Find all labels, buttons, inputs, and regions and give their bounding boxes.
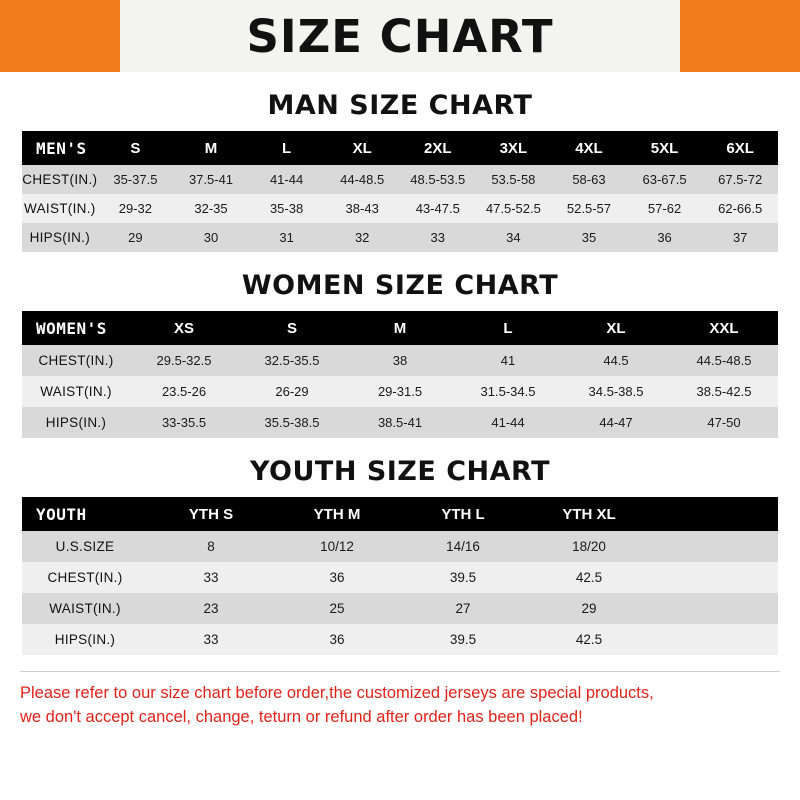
men-section-title: MAN SIZE CHART: [267, 90, 533, 121]
men-header-3xl: 3XL: [476, 131, 552, 165]
men-hips-s: 29: [98, 223, 174, 252]
table-header-row: [22, 131, 778, 165]
men-waist-s: 29-32: [98, 194, 174, 223]
table-header-row: [22, 497, 778, 531]
women-section-title: WOMEN SIZE CHART: [241, 270, 559, 301]
order-policy-note: [20, 671, 780, 730]
youth-waist-s: 23: [148, 593, 274, 624]
youth-waist-blank: [652, 593, 778, 624]
men-row-waist-label: WAIST(IN.): [22, 194, 98, 223]
youth-chest-m: 36: [274, 562, 400, 593]
youth-waist-xl: 29: [526, 593, 652, 624]
header-banner-inner: [120, 0, 680, 72]
men-chest-6xl: 67.5-72: [702, 165, 778, 194]
youth-row-chest-label: CHEST(IN.): [22, 562, 148, 593]
men-row-chest-label: CHEST(IN.): [22, 165, 98, 194]
men-waist-4xl: 52.5-57: [551, 194, 627, 223]
youth-ussize-blank: [652, 531, 778, 562]
men-hips-m: 30: [173, 223, 249, 252]
youth-row-hips-label: HIPS(IN.): [22, 624, 148, 655]
table-row: [22, 223, 778, 252]
women-header-l: L: [454, 311, 562, 345]
men-chest-s: 35-37.5: [98, 165, 174, 194]
women-waist-l: 31.5-34.5: [454, 376, 562, 407]
women-chest-xl: 44.5: [562, 345, 670, 376]
youth-ussize-s: 8: [148, 531, 274, 562]
men-chest-2xl: 48.5-53.5: [400, 165, 476, 194]
men-size-table: [22, 131, 778, 252]
men-header-l: L: [249, 131, 325, 165]
youth-header-l: YTH L: [400, 497, 526, 531]
men-waist-xl: 38-43: [324, 194, 400, 223]
women-waist-s: 26-29: [238, 376, 346, 407]
youth-chest-s: 33: [148, 562, 274, 593]
women-hips-l: 41-44: [454, 407, 562, 438]
page-title: SIZE CHART: [246, 9, 554, 63]
men-hips-xl: 32: [324, 223, 400, 252]
men-header-m: M: [173, 131, 249, 165]
men-chest-l: 41-44: [249, 165, 325, 194]
youth-section-title: YOUTH SIZE CHART: [249, 456, 551, 487]
women-chest-xs: 29.5-32.5: [130, 345, 238, 376]
men-hips-3xl: 34: [476, 223, 552, 252]
youth-ussize-l: 14/16: [400, 531, 526, 562]
men-header-6xl: 6XL: [702, 131, 778, 165]
table-row: [22, 407, 778, 438]
youth-hips-xl: 42.5: [526, 624, 652, 655]
youth-hips-m: 36: [274, 624, 400, 655]
men-waist-5xl: 57-62: [627, 194, 703, 223]
men-waist-3xl: 47.5-52.5: [476, 194, 552, 223]
men-waist-2xl: 43-47.5: [400, 194, 476, 223]
table-row: [22, 376, 778, 407]
table-header-row: [22, 311, 778, 345]
note-line-1: Please refer to our size chart before order,the customized jerseys are special products,: [20, 684, 654, 702]
men-chest-3xl: 53.5-58: [476, 165, 552, 194]
men-hips-6xl: 37: [702, 223, 778, 252]
men-hips-l: 31: [249, 223, 325, 252]
men-chest-m: 37.5-41: [173, 165, 249, 194]
men-hips-2xl: 33: [400, 223, 476, 252]
men-waist-l: 35-38: [249, 194, 325, 223]
youth-header-m: YTH M: [274, 497, 400, 531]
youth-chest-blank: [652, 562, 778, 593]
table-row: [22, 531, 778, 562]
women-header-label: WOMEN'S: [22, 311, 130, 345]
youth-ussize-m: 10/12: [274, 531, 400, 562]
women-waist-xxl: 38.5-42.5: [670, 376, 778, 407]
men-hips-4xl: 35: [551, 223, 627, 252]
men-header-label: MEN'S: [22, 131, 98, 165]
men-header-5xl: 5XL: [627, 131, 703, 165]
women-chest-xxl: 44.5-48.5: [670, 345, 778, 376]
men-header-2xl: 2XL: [400, 131, 476, 165]
men-header-xl: XL: [324, 131, 400, 165]
men-chest-4xl: 58-63: [551, 165, 627, 194]
women-waist-xs: 23.5-26: [130, 376, 238, 407]
youth-hips-s: 33: [148, 624, 274, 655]
youth-chest-l: 39.5: [400, 562, 526, 593]
table-row: [22, 165, 778, 194]
women-header-m: M: [346, 311, 454, 345]
table-row: [22, 194, 778, 223]
youth-waist-m: 25: [274, 593, 400, 624]
women-hips-xl: 44-47: [562, 407, 670, 438]
youth-header-blank: [652, 497, 778, 531]
men-chest-5xl: 63-67.5: [627, 165, 703, 194]
women-header-xxl: XXL: [670, 311, 778, 345]
women-hips-xs: 33-35.5: [130, 407, 238, 438]
youth-size-section: [0, 456, 800, 655]
header-banner: [0, 0, 800, 72]
youth-chest-xl: 42.5: [526, 562, 652, 593]
women-waist-m: 29-31.5: [346, 376, 454, 407]
men-waist-m: 32-35: [173, 194, 249, 223]
table-row: [22, 562, 778, 593]
youth-hips-l: 39.5: [400, 624, 526, 655]
youth-size-table: [22, 497, 778, 655]
women-hips-xxl: 47-50: [670, 407, 778, 438]
men-hips-5xl: 36: [627, 223, 703, 252]
women-header-xl: XL: [562, 311, 670, 345]
women-hips-s: 35.5-38.5: [238, 407, 346, 438]
women-header-s: S: [238, 311, 346, 345]
table-row: [22, 345, 778, 376]
women-row-chest-label: CHEST(IN.): [22, 345, 130, 376]
men-size-section: [0, 90, 800, 252]
men-header-4xl: 4XL: [551, 131, 627, 165]
men-header-s: S: [98, 131, 174, 165]
women-size-table: [22, 311, 778, 438]
women-chest-l: 41: [454, 345, 562, 376]
men-row-hips-label: HIPS(IN.): [22, 223, 98, 252]
youth-ussize-xl: 18/20: [526, 531, 652, 562]
youth-hips-blank: [652, 624, 778, 655]
table-row: [22, 593, 778, 624]
youth-header-xl: YTH XL: [526, 497, 652, 531]
note-line-2: we don't accept cancel, change, teturn or refund after order has been placed!: [20, 707, 583, 726]
men-chest-xl: 44-48.5: [324, 165, 400, 194]
women-size-section: [0, 270, 800, 438]
youth-row-waist-label: WAIST(IN.): [22, 593, 148, 624]
women-chest-s: 32.5-35.5: [238, 345, 346, 376]
women-header-xs: XS: [130, 311, 238, 345]
women-waist-xl: 34.5-38.5: [562, 376, 670, 407]
women-row-hips-label: HIPS(IN.): [22, 407, 130, 438]
women-hips-m: 38.5-41: [346, 407, 454, 438]
youth-row-ussize-label: U.S.SIZE: [22, 531, 148, 562]
youth-header-label: YOUTH: [22, 497, 148, 531]
table-row: [22, 624, 778, 655]
women-chest-m: 38: [346, 345, 454, 376]
men-waist-6xl: 62-66.5: [702, 194, 778, 223]
women-row-waist-label: WAIST(IN.): [22, 376, 130, 407]
youth-waist-l: 27: [400, 593, 526, 624]
youth-header-s: YTH S: [148, 497, 274, 531]
